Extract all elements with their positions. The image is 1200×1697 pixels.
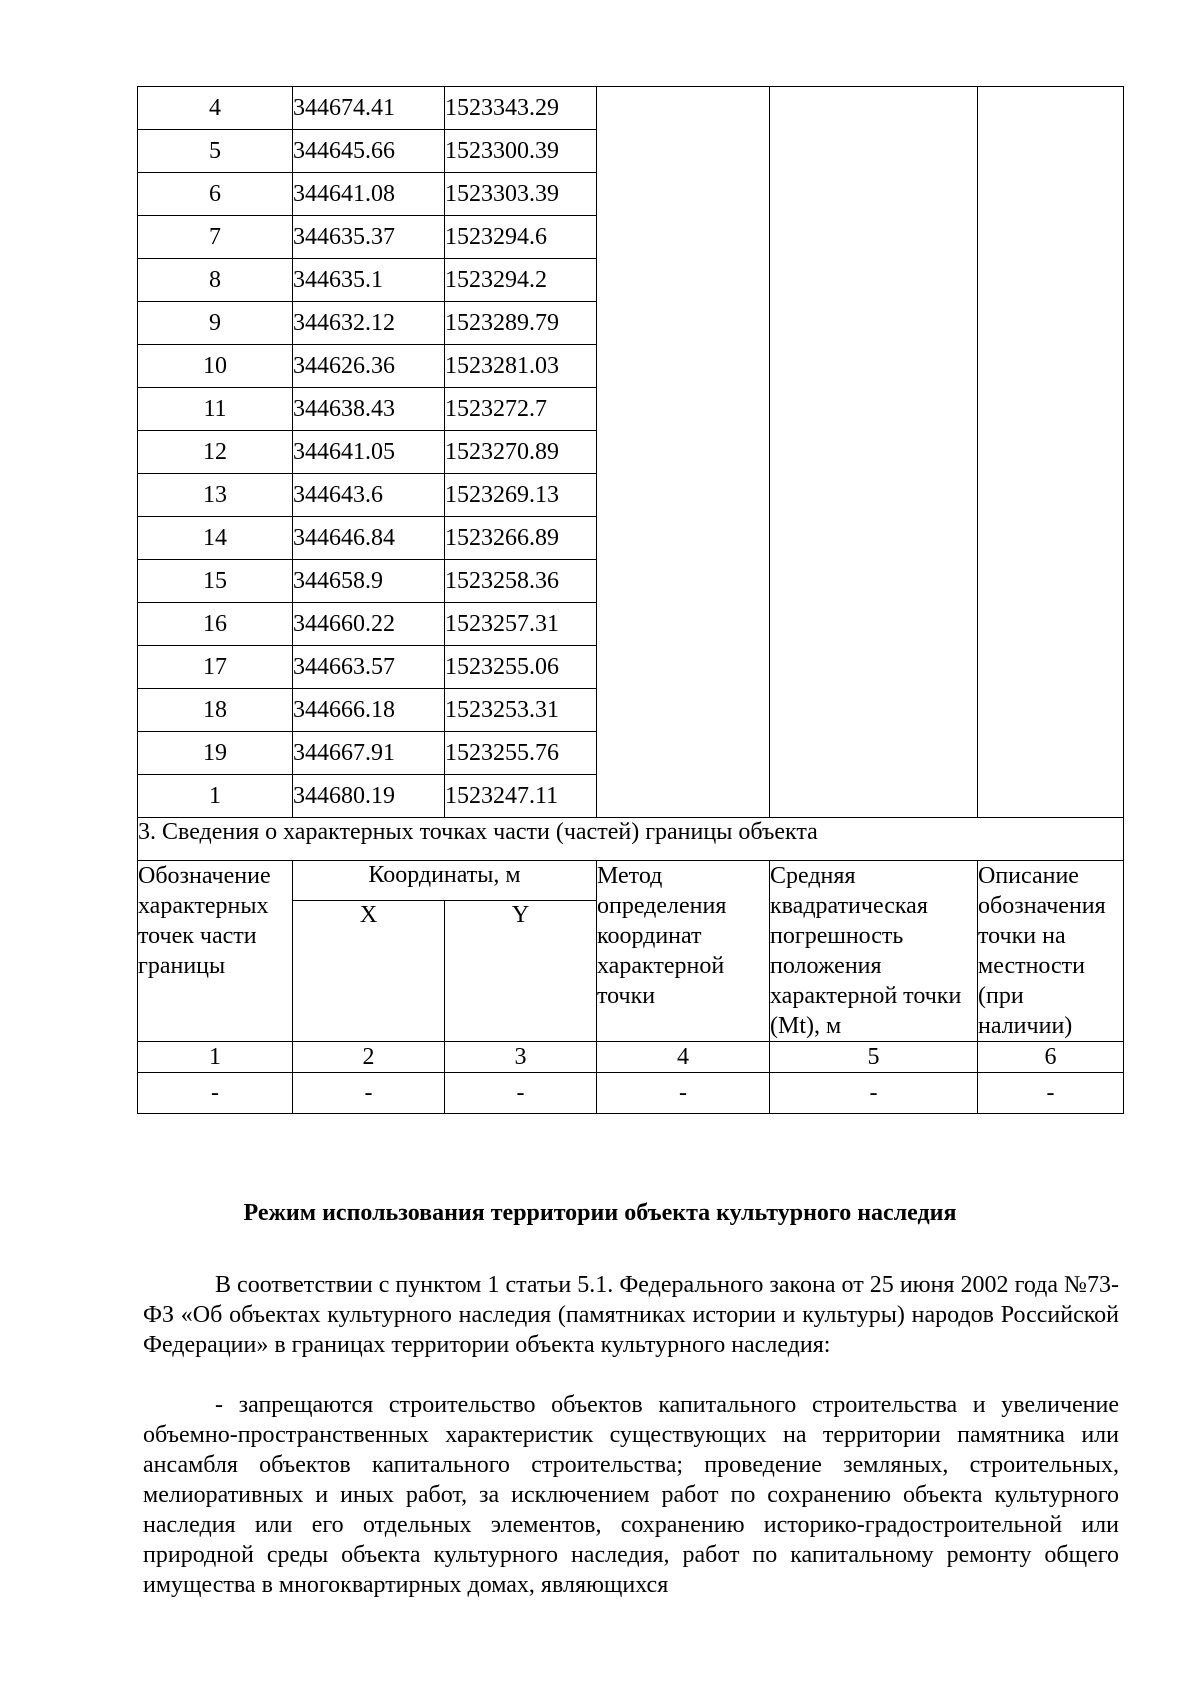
empty-cell: - — [978, 1073, 1124, 1114]
y-coordinate-cell: 1523258.36 — [445, 560, 597, 603]
point-number-cell: 11 — [138, 388, 293, 431]
point-number-cell: 10 — [138, 345, 293, 388]
method-cell-blank — [597, 87, 770, 818]
column-number: 5 — [770, 1042, 978, 1073]
x-coordinate-cell: 344635.1 — [293, 259, 445, 302]
empty-cell: - — [770, 1073, 978, 1114]
point-number-cell: 16 — [138, 603, 293, 646]
x-coordinate-cell: 344638.43 — [293, 388, 445, 431]
header-x: X — [293, 901, 445, 1042]
empty-row — [138, 1073, 1124, 1114]
x-coordinate-cell: 344643.6 — [293, 474, 445, 517]
y-coordinate-cell: 1523253.31 — [445, 689, 597, 732]
y-coordinate-cell: 1523303.39 — [445, 173, 597, 216]
column-number: 4 — [597, 1042, 770, 1073]
x-coordinate-cell: 344626.36 — [293, 345, 445, 388]
point-number-cell: 17 — [138, 646, 293, 689]
point-number-cell: 15 — [138, 560, 293, 603]
x-coordinate-cell: 344667.91 — [293, 732, 445, 775]
error-cell-blank — [770, 87, 978, 818]
point-number-cell: 7 — [138, 216, 293, 259]
x-coordinate-cell: 344641.05 — [293, 431, 445, 474]
y-coordinate-cell: 1523272.7 — [445, 388, 597, 431]
x-coordinate-cell: 344666.18 — [293, 689, 445, 732]
header-coordinates: Координаты, м — [293, 861, 597, 901]
point-number-cell: 1 — [138, 775, 293, 818]
point-number-cell: 18 — [138, 689, 293, 732]
x-coordinate-cell: 344658.9 — [293, 560, 445, 603]
y-coordinate-cell: 1523289.79 — [445, 302, 597, 345]
point-number-cell: 4 — [138, 87, 293, 130]
empty-cell: - — [138, 1073, 293, 1114]
point-number-cell: 19 — [138, 732, 293, 775]
y-coordinate-cell: 1523270.89 — [445, 431, 597, 474]
y-coordinate-cell: 1523255.76 — [445, 732, 597, 775]
y-coordinate-cell: 1523266.89 — [445, 517, 597, 560]
y-coordinate-cell: 1523294.2 — [445, 259, 597, 302]
point-number-cell: 13 — [138, 474, 293, 517]
coordinates-table-body — [138, 87, 1124, 818]
header-designation: Обозначение характерных точек части границы — [138, 861, 293, 1042]
y-coordinate-cell: 1523255.06 — [445, 646, 597, 689]
column-number: 6 — [978, 1042, 1124, 1073]
header-method: Метод определения координат характерной точки — [597, 861, 770, 1042]
header-description: Описание обозначения точки на местности (при наличии) — [978, 861, 1124, 1042]
empty-cell: - — [293, 1073, 445, 1114]
empty-cell: - — [597, 1073, 770, 1114]
column-number-row — [138, 1042, 1124, 1073]
x-coordinate-cell: 344680.19 — [293, 775, 445, 818]
y-coordinate-cell: 1523247.11 — [445, 775, 597, 818]
header-error: Средняя квадратическая погрешность положения характерной точки (Mt), м — [770, 861, 978, 1042]
x-coordinate-cell: 344646.84 — [293, 517, 445, 560]
point-number-cell: 8 — [138, 259, 293, 302]
y-coordinate-cell: 1523269.13 — [445, 474, 597, 517]
header-y: Y — [445, 901, 597, 1042]
y-coordinate-cell: 1523281.03 — [445, 345, 597, 388]
section-3-title: 3. Сведения о характерных точках части (частей) границы объекта — [138, 818, 1124, 861]
y-coordinate-cell: 1523257.31 — [445, 603, 597, 646]
point-number-cell: 9 — [138, 302, 293, 345]
column-number: 1 — [138, 1042, 293, 1073]
x-coordinate-cell: 344632.12 — [293, 302, 445, 345]
point-number-cell: 6 — [138, 173, 293, 216]
section-heading: Режим использования территории объекта культурного наследия — [243, 1200, 957, 1226]
x-coordinate-cell: 344641.08 — [293, 173, 445, 216]
x-coordinate-cell: 344663.57 — [293, 646, 445, 689]
paragraph-intro: В соответствии с пунктом 1 статьи 5.1. Федерального закона от 25 июня 2002 года №73-ФЗ «Об объектах культурного наследия (памятниках истории и культуры) народов Российской Федерации» в границах территории объекта культурного наследия: — [143, 1272, 1119, 1358]
y-coordinate-cell: 1523343.29 — [445, 87, 597, 130]
x-coordinate-cell: 344645.66 — [293, 130, 445, 173]
description-cell-blank — [978, 87, 1124, 818]
x-coordinate-cell: 344660.22 — [293, 603, 445, 646]
coordinates-table — [137, 86, 1124, 1114]
empty-cell: - — [445, 1073, 597, 1114]
paragraph-prohibitions: - запрещаются строительство объектов капитального строительства и увеличение объемно-пространственных характеристик существующих на территории памятника или ансамбля объектов капитального строительства; проведение земляных, строительных, мелиоративных и иных работ, за исключением работ по сохранению объекта культурного наследия или его отдельных элементов, сохранению историко-градостроительной или природной среды объекта культурного наследия, работ по капитальному ремонту общего имущества в многоквартирных домах, являющихся — [143, 1392, 1119, 1598]
table-row — [138, 87, 1124, 130]
y-coordinate-cell: 1523300.39 — [445, 130, 597, 173]
column-number: 2 — [293, 1042, 445, 1073]
column-number: 3 — [445, 1042, 597, 1073]
point-number-cell: 12 — [138, 431, 293, 474]
point-number-cell: 5 — [138, 130, 293, 173]
x-coordinate-cell: 344674.41 — [293, 87, 445, 130]
y-coordinate-cell: 1523294.6 — [445, 216, 597, 259]
point-number-cell: 14 — [138, 517, 293, 560]
x-coordinate-cell: 344635.37 — [293, 216, 445, 259]
